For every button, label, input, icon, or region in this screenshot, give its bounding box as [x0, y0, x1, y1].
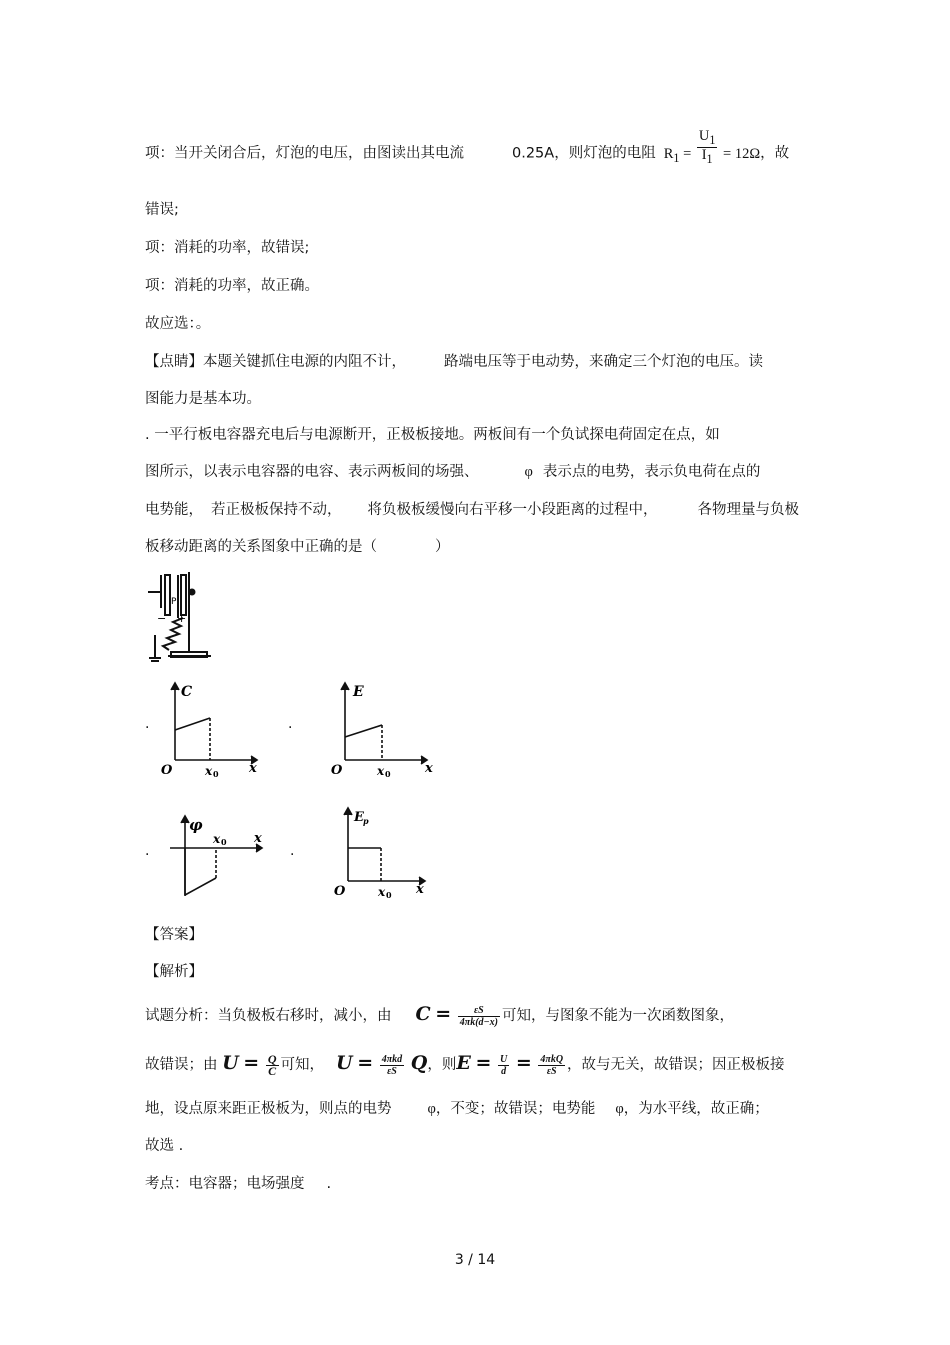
- graph-option-c: [165, 808, 275, 903]
- formula-resistance: [663, 128, 761, 166]
- a1-den: 4πk(d−x): [459, 1016, 498, 1028]
- graph-d-x-label: x: [416, 882, 424, 897]
- text-line-7: 图能力是基本功。: [145, 391, 261, 407]
- phi-symbol: φ: [524, 464, 533, 480]
- a1-text-a: 试题分析：当负极板右移时，减小，由: [145, 1008, 392, 1024]
- line10-text-d: 各物理量与负极: [697, 502, 799, 518]
- a2-eq-3: =: [475, 1052, 492, 1074]
- graph-d-origin: O: [334, 884, 346, 899]
- capacitor-circuit-figure: [143, 570, 213, 665]
- graph-c-x0: x: [213, 832, 221, 846]
- a1-symbol-c: C: [415, 1003, 431, 1025]
- a2-text-d: ，故与无关，故错误；因正极板接: [567, 1057, 785, 1073]
- a2-frac4-num: 4πkQ: [540, 1053, 564, 1065]
- graph-option-b: [325, 680, 440, 780]
- option-d-dot: .: [290, 843, 295, 859]
- text-line-4: 项：消耗的功率，故正确。: [145, 278, 319, 294]
- circuit-plus-label: +: [177, 612, 187, 625]
- a2-frac1-num: Q: [267, 1051, 277, 1066]
- option-c-dot: .: [145, 843, 150, 859]
- a1-text-b: 可知，与图象不能为一次函数图象，: [501, 1008, 734, 1024]
- graph-b-x0-sub: 0: [385, 769, 391, 779]
- graph-option-a: [155, 680, 270, 780]
- a1-fraction: [458, 1005, 500, 1028]
- text-line-5: 故应选：。: [145, 316, 211, 332]
- line6-text-b: 路端电压等于电动势，来确定三个灯泡的电压。读: [444, 354, 763, 370]
- option-b-dot: .: [288, 716, 293, 732]
- graph-a-y-label: C: [181, 684, 193, 700]
- a2-frac1-den: C: [268, 1063, 277, 1078]
- graph-d-y-sub: p: [363, 816, 369, 826]
- line10-text-a: 电势能，: [145, 502, 203, 518]
- plate-terminal: [189, 589, 196, 596]
- a3-phi-1: φ: [427, 1101, 436, 1117]
- a2-text-b: 可知，: [280, 1057, 324, 1073]
- analysis-line-3: [145, 1099, 769, 1119]
- a2-frac2-den: εS: [387, 1065, 397, 1077]
- a2-text-a: 故错误；由: [145, 1057, 218, 1073]
- formula-den: I: [701, 146, 707, 163]
- a5-text-b: .: [326, 1176, 332, 1192]
- a5-text-a: 考点：电容器；电场强度: [145, 1176, 305, 1192]
- line9-text-b: 表示点的电势，表示负电荷在点的: [542, 464, 761, 480]
- circuit-minus-label: −: [157, 612, 167, 625]
- graph-d-y-label: E: [354, 810, 364, 825]
- analysis-line-1: [145, 1004, 734, 1028]
- a2-frac3-num: U: [499, 1053, 508, 1065]
- a2-symbol-u: U: [222, 1052, 239, 1074]
- text-line-3: 项：消耗的功率，故错误;: [145, 240, 310, 256]
- analysis-heading: 【解析】: [145, 964, 203, 980]
- text-line-2: 错误;: [145, 202, 179, 218]
- line6-text-a: 【点睛】本题关键抓住电源的内阻不计，: [145, 354, 406, 370]
- text-line-1: [145, 128, 790, 168]
- formula-den-sub: 1: [706, 151, 713, 166]
- a2-fraction-3: [498, 1054, 509, 1077]
- line1-text-a: 项：当开关闭合后，灯泡的电压，由图读出其电流: [145, 145, 464, 162]
- text-line-9: [145, 462, 760, 482]
- a2-eq-1: =: [243, 1052, 260, 1074]
- graph-b-origin: O: [331, 763, 343, 778]
- answer-heading: 【答案】: [145, 927, 203, 943]
- line10-text-b: 若正极板保持不动，: [211, 502, 342, 518]
- text-line-10: [145, 500, 799, 520]
- graph-a-x-label: x: [249, 761, 257, 776]
- formula-eq: =: [683, 145, 692, 162]
- graph-a-x0-sub: 0: [213, 769, 219, 779]
- graph-b-x0: x: [377, 764, 385, 778]
- circuit-p-label: P: [171, 597, 177, 607]
- graph-b-y-label: E: [353, 684, 364, 700]
- a2-eq-2: =: [357, 1052, 374, 1074]
- formula-tail: = 12Ω: [723, 145, 761, 162]
- analysis-line-4: 故选 .: [145, 1138, 184, 1154]
- line1-text-b: 0.25A，则灯泡的电阻: [512, 145, 656, 162]
- graph-option-d: [328, 805, 438, 900]
- graph-c-x-label: x: [254, 831, 262, 846]
- graph-a-x0: x: [205, 764, 213, 778]
- formula-num-sub: 1: [709, 132, 716, 147]
- line1-text-c: ，故: [760, 145, 790, 162]
- analysis-line-5: [145, 1174, 331, 1194]
- a3-text-b: ，不变；故错误；电势能: [435, 1101, 596, 1117]
- a2-eq-4: =: [515, 1052, 532, 1074]
- a2-symbol-q: Q: [410, 1052, 428, 1074]
- formula-fraction: [697, 129, 718, 166]
- a3-text-c: ，为水平线，故正确；: [623, 1101, 769, 1117]
- a2-symbol-e: E: [456, 1052, 471, 1074]
- a2-fraction-2: [380, 1054, 404, 1077]
- text-line-11: 板移动距离的关系图象中正确的是（ ）: [145, 539, 450, 555]
- a3-phi-2: φ: [615, 1101, 624, 1117]
- option-a-dot: .: [145, 716, 150, 732]
- a2-text-c: ，则: [427, 1057, 457, 1073]
- a1-num: εS: [458, 1005, 500, 1017]
- a2-frac2-num: 4πkd: [381, 1053, 403, 1065]
- graph-b-x-label: x: [425, 761, 433, 776]
- line10-text-c: 将负极板缓慢向右平移一小段距离的过程中，: [367, 502, 658, 518]
- a1-eq: =: [435, 1003, 452, 1025]
- a3-text-a: 地，设点原来距正极板为，则点的电势: [145, 1101, 392, 1117]
- a2-fraction-4: [538, 1054, 565, 1077]
- graph-c-x0-sub: 0: [221, 837, 227, 847]
- formula-r: R: [663, 145, 674, 162]
- graph-a-origin: O: [161, 763, 173, 778]
- formula-r-sub: 1: [673, 150, 680, 165]
- line9-text-a: 图所示，以表示电容器的电容、表示两板间的场强、: [145, 464, 479, 480]
- graph-c-y-label: φ: [189, 816, 203, 834]
- a2-frac3-den: d: [501, 1065, 507, 1077]
- text-line-8: . 一平行板电容器充电后与电源断开，正极板接地。两板间有一个负试探电荷固定在点，如: [145, 427, 720, 443]
- analysis-line-2: [145, 1053, 785, 1077]
- a2-frac4-den: εS: [546, 1065, 557, 1077]
- graph-d-x0-sub: 0: [386, 890, 392, 900]
- graph-d-x0: x: [378, 885, 386, 899]
- a2-fraction-1: [266, 1051, 279, 1078]
- formula-num: U: [698, 128, 710, 144]
- a2-symbol-u2: U: [336, 1052, 353, 1074]
- page-number: 3 / 14: [454, 1252, 496, 1268]
- text-line-6: [145, 352, 763, 372]
